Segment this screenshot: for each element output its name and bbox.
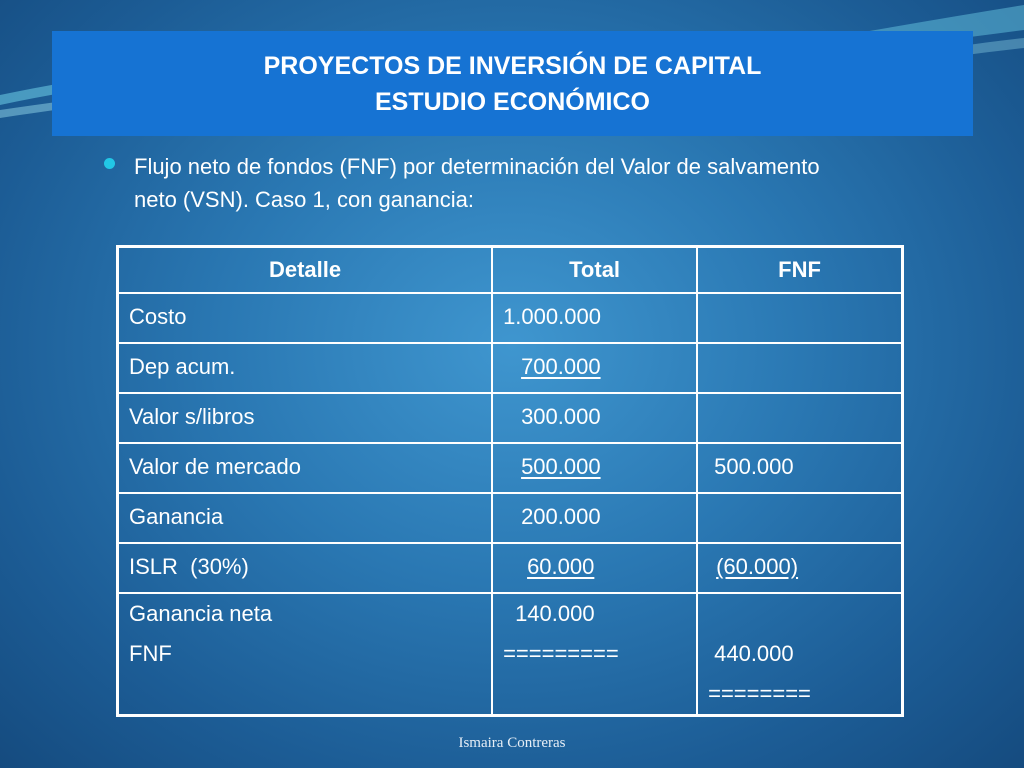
table-row	[118, 443, 903, 493]
cell-total: 200.000	[492, 493, 697, 543]
cell-detalle: Dep acum.	[118, 343, 493, 393]
header-total: Total	[492, 247, 697, 294]
cell-fnf-value: (60.000)	[716, 554, 799, 579]
cell-total	[492, 593, 697, 716]
table-row	[118, 543, 903, 593]
cell-total-value: 60.000	[527, 554, 595, 579]
slide-title	[52, 31, 973, 136]
cell-fnf-line-2: ========	[708, 681, 811, 706]
footer-author: Ismaira Contreras	[458, 735, 566, 751]
cell-total	[492, 343, 697, 393]
cell-detalle: Valor s/libros	[118, 393, 493, 443]
cell-detalle: ISLR (30%)	[118, 543, 493, 593]
cell-fnf	[697, 393, 902, 443]
cell-fnf	[697, 543, 902, 593]
header-detalle: Detalle	[118, 247, 493, 294]
cell-detalle: Ganancia	[118, 493, 493, 543]
cell-fnf	[697, 343, 902, 393]
cell-detalle-line-1: Ganancia neta	[129, 601, 273, 626]
cell-fnf	[697, 493, 902, 543]
table-row	[118, 343, 903, 393]
cell-detalle: Costo	[118, 293, 493, 343]
cell-fnf	[697, 593, 902, 716]
cell-total	[492, 443, 697, 493]
header-fnf: FNF	[697, 247, 902, 294]
title-line-2: ESTUDIO ECONÓMICO	[374, 87, 650, 116]
fnf-table	[116, 245, 904, 717]
table-row	[118, 593, 903, 716]
cell-fnf	[697, 293, 902, 343]
cell-total-line-1: 140.000	[515, 601, 595, 626]
table-header-row	[118, 247, 903, 294]
bullet-dot-icon	[104, 158, 115, 169]
bullet-text: Flujo neto de fondos (FNF) por determinación del Valor de salvamento neto (VSN). Caso 1, con ganancia:	[134, 154, 820, 212]
cell-detalle-line-2: FNF	[129, 641, 172, 666]
cell-total-line-2: =========	[503, 641, 619, 666]
cell-fnf-line-1: 440.000	[714, 641, 794, 666]
title-line-1: PROYECTOS DE INVERSIÓN DE CAPITAL	[263, 51, 762, 80]
cell-detalle: Valor de mercado	[118, 443, 493, 493]
cell-total: 1.000.000	[492, 293, 697, 343]
cell-total-value: 700.000	[521, 354, 601, 379]
cell-total: 300.000	[492, 393, 697, 443]
cell-fnf: 500.000	[697, 443, 902, 493]
table-row	[118, 393, 903, 443]
cell-detalle	[118, 593, 493, 716]
cell-total-value: 500.000	[521, 454, 601, 479]
cell-total	[492, 543, 697, 593]
table-row	[118, 293, 903, 343]
table-row	[118, 493, 903, 543]
